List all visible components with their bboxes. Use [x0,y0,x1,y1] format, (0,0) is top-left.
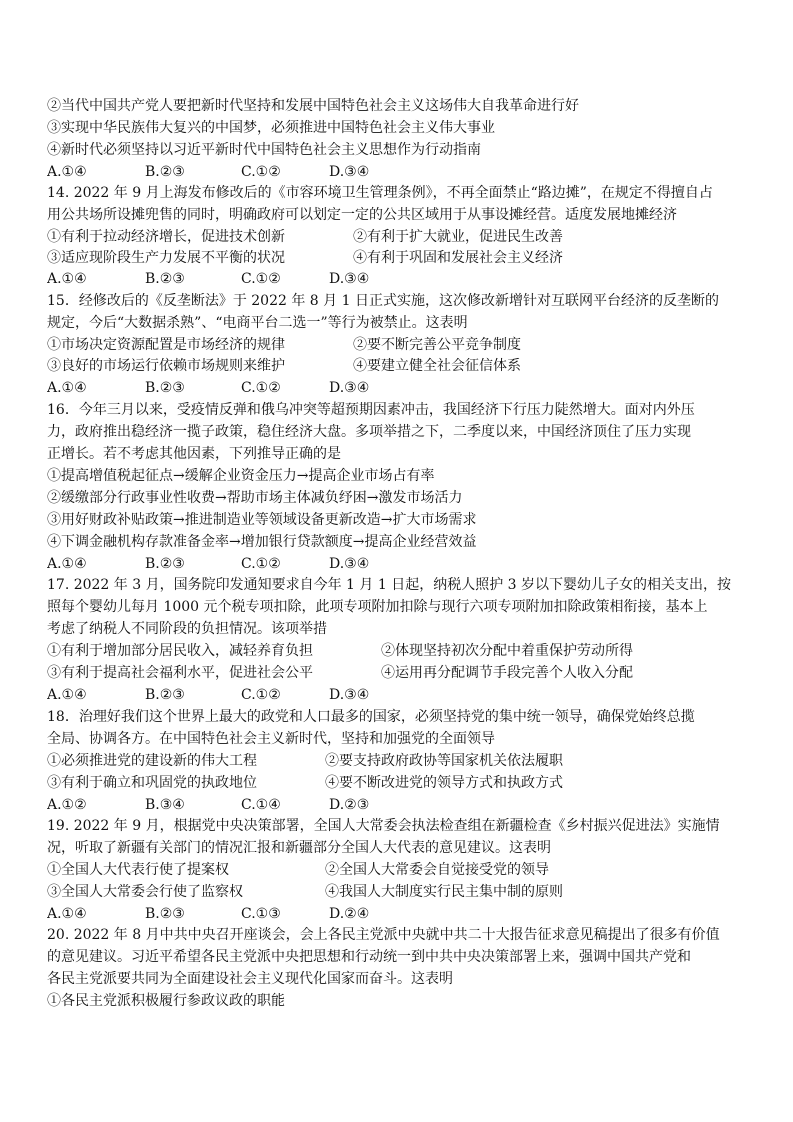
q20-stem-line-2: 的意见建议。习近平希望各民主党派中央把思想和行动统一到中共中央决策部署上来，强调中国共产党和 [47,949,691,965]
q19-option-2: ②全国人大常委会自觉接受党的领导 [325,862,549,878]
q14-options-row-1 [47,227,747,247]
q14-answer-d: D.③④ [329,271,370,287]
q19-options-row-2 [47,882,747,902]
q17-answer-d: D.③④ [329,687,370,703]
q18-option-2: ②要支持政府政协等国家机关依法履职 [325,753,563,769]
q19-options-row-1 [47,860,747,880]
q14-answer-b: B.②③ [145,271,185,287]
q13-option-3: ③实现中华民族伟大复兴的中国梦，必须推进中国特色社会主义伟大事业 [47,120,495,136]
q19-answer-d: D.②④ [329,906,370,922]
q17-options-row-1 [47,641,747,661]
q18-answer-d: D.②③ [329,797,370,813]
q16-answer-b: B.②③ [145,556,185,572]
q15-options-row-1 [47,335,747,355]
q18-answer-a: A.①② [47,797,87,813]
q14-stem-line-2: 用公共场所设摊兜售的同时，明确政府可以划定一定的公共区域用于从事设摊经营。适度发展地摊经济 [47,207,677,223]
q20-option-1: ①各民主党派积极履行参政议政的职能 [47,993,285,1009]
q15-stem-line-2: 规定，今后“大数据杀熟”、“电商平台二选一”等行为被禁止。这表明 [47,315,468,331]
q18-stem-line-2: 全局、协调各方。在中国特色社会主义新时代，坚持和加强党的全面领导 [47,731,495,747]
q17-option-1: ①有利于增加部分居民收入，减轻养育负担 [47,643,313,659]
q18-options-row-2 [47,773,747,793]
q15-options-row-2 [47,356,747,376]
q17-stem-line-1: 17. 2022 年 3 月，国务院印发通知要求自今年 1 月 1 日起，纳税人照护 3 岁以下婴幼儿子女的相关支出，按 [47,577,732,593]
q15-option-1: ①市场决定资源配置是市场经济的规律 [47,337,285,353]
q19-stem-line-2: 况，听取了新疆有关部门的情况汇报和新疆部分全国人大代表的意见建议。这表明 [47,840,551,856]
q14-option-3: ③适应现阶段生产力发展不平衡的状况 [47,250,285,266]
q19-answers [47,904,747,924]
q15-option-4: ④要建立健全社会征信体系 [353,358,521,374]
q19-option-1: ①全国人大代表行使了提案权 [47,862,229,878]
q17-answer-c: C.①② [241,687,281,703]
q17-option-4: ④运用再分配调节手段完善个人收入分配 [381,665,633,681]
q15-answer-a: A.①④ [47,380,87,396]
q15-option-3: ③良好的市场运行依赖市场规则来维护 [47,358,285,374]
q16-answer-c: C.①② [241,556,281,572]
q16-answer-d: D.③④ [329,556,370,572]
q14-option-2: ②有利于扩大就业，促进民生改善 [353,229,563,245]
q17-stem-line-3: 考虑了纳税人不同阶段的负担情况。该项举措 [47,621,327,637]
q18-option-1: ①必须推进党的建设新的伟大工程 [47,753,257,769]
q16-stem-line-1: 16．今年三月以来，受疫情反弹和俄乌冲突等超预期因素冲击，我国经济下行压力陡然增大。面对内外压 [47,402,695,418]
q13-option-2: ②当代中国共产党人要把新时代坚持和发展中国特色社会主义这场伟大自我革命进行好 [47,98,579,114]
q16-option-2: ②缓缴部分行政事业性收费→帮助市场主体减负纾困→激发市场活力 [47,490,463,506]
q20-stem-line-3: 各民主党派要共同为全面建设社会主义现代化国家而奋斗。这表明 [47,971,453,987]
q16-stem-line-2: 力，政府推出稳经济一揽子政策，稳住经济大盘。多项举措之下，二季度以来，中国经济顶住了压力实现 [47,424,691,440]
q14-answer-a: A.①④ [47,271,87,287]
q15-answers [47,378,747,398]
q17-answers [47,685,747,705]
q17-options-row-2 [47,663,747,683]
q13-answer-a: A.①④ [47,164,87,180]
q17-answer-b: B.②③ [145,687,185,703]
q13-answer-c: C.①② [241,164,281,180]
q19-stem-line-1: 19. 2022 年 9 月，根据党中央决策部署，全国人大常委会执法检查组在新疆检查《乡村振兴促进法》实施情 [47,818,720,834]
q18-answer-b: B.③④ [145,797,185,813]
q14-answers [47,269,747,289]
q14-option-4: ④有利于巩固和发展社会主义经济 [353,250,563,266]
q17-option-2: ②体现坚持初次分配中着重保护劳动所得 [381,643,633,659]
q14-answer-c: C.①② [241,271,281,287]
q13-option-4: ④新时代必须坚持以习近平新时代中国特色社会主义思想作为行动指南 [47,142,481,158]
q16-answer-a: A.①④ [47,556,87,572]
q18-option-4: ④要不断改进党的领导方式和执政方式 [325,775,563,791]
q19-answer-c: C.①③ [241,906,281,922]
q15-answer-c: C.①② [241,380,281,396]
q19-answer-a: A.①④ [47,906,87,922]
q14-options-row-2 [47,248,747,268]
q16-option-4: ④下调金融机构存款准备金率→增加银行贷款额度→提高企业经营效益 [47,534,477,550]
q17-option-3: ③有利于提高社会福利水平，促进社会公平 [47,665,313,681]
q18-option-3: ③有利于确立和巩固党的执政地位 [47,775,257,791]
q16-option-3: ③用好财政补贴政策→推进制造业等领域设备更新改造→扩大市场需求 [47,512,477,528]
q15-answer-d: D.③④ [329,380,370,396]
q13-answer-d: D.③④ [329,164,370,180]
q18-answers [47,795,747,815]
q16-answers [47,554,747,574]
q17-stem-line-2: 照每个婴幼儿每月 1000 元个税专项扣除，此项专项附加扣除与现行六项专项附加扣除政策相衔接，基本上 [47,599,708,615]
q19-answer-b: B.②③ [145,906,185,922]
q15-option-2: ②要不断完善公平竞争制度 [353,337,521,353]
q18-answer-c: C.①④ [241,797,281,813]
q16-option-1: ①提高增值税起征点→缓解企业资金压力→提高企业市场占有率 [47,468,435,484]
q19-option-4: ④我国人大制度实行民主集中制的原则 [325,884,563,900]
q18-stem-line-1: 18．治理好我们这个世界上最大的政党和人口最多的国家，必须坚持党的集中统一领导，确保党始终总揽 [47,709,695,725]
q19-option-3: ③全国人大常委会行使了监察权 [47,884,243,900]
q14-stem-line-1: 14. 2022 年 9 月上海发布修改后的《市容环境卫生管理条例》，不再全面禁止“路边摊”，在规定不得擅自占 [47,185,713,201]
q18-options-row-1 [47,751,747,771]
q13-answer-b: B.②③ [145,164,185,180]
q16-stem-line-3: 正增长。若不考虑其他因素，下列推导正确的是 [47,446,341,462]
q15-answer-b: B.②③ [145,380,185,396]
q17-answer-a: A.①④ [47,687,87,703]
q15-stem-line-1: 15．经修改后的《反垄断法》于 2022 年 8 月 1 日正式实施，这次修改新增针对互联网平台经济的反垄断的 [47,293,719,309]
q14-option-1: ①有利于拉动经济增长，促进技术创新 [47,229,285,245]
q20-stem-line-1: 20. 2022 年 8 月中共中央召开座谈会，会上各民主党派中央就中共二十大报告征求意见稿提出了很多有价值 [47,927,720,943]
q13-answers [47,162,747,182]
